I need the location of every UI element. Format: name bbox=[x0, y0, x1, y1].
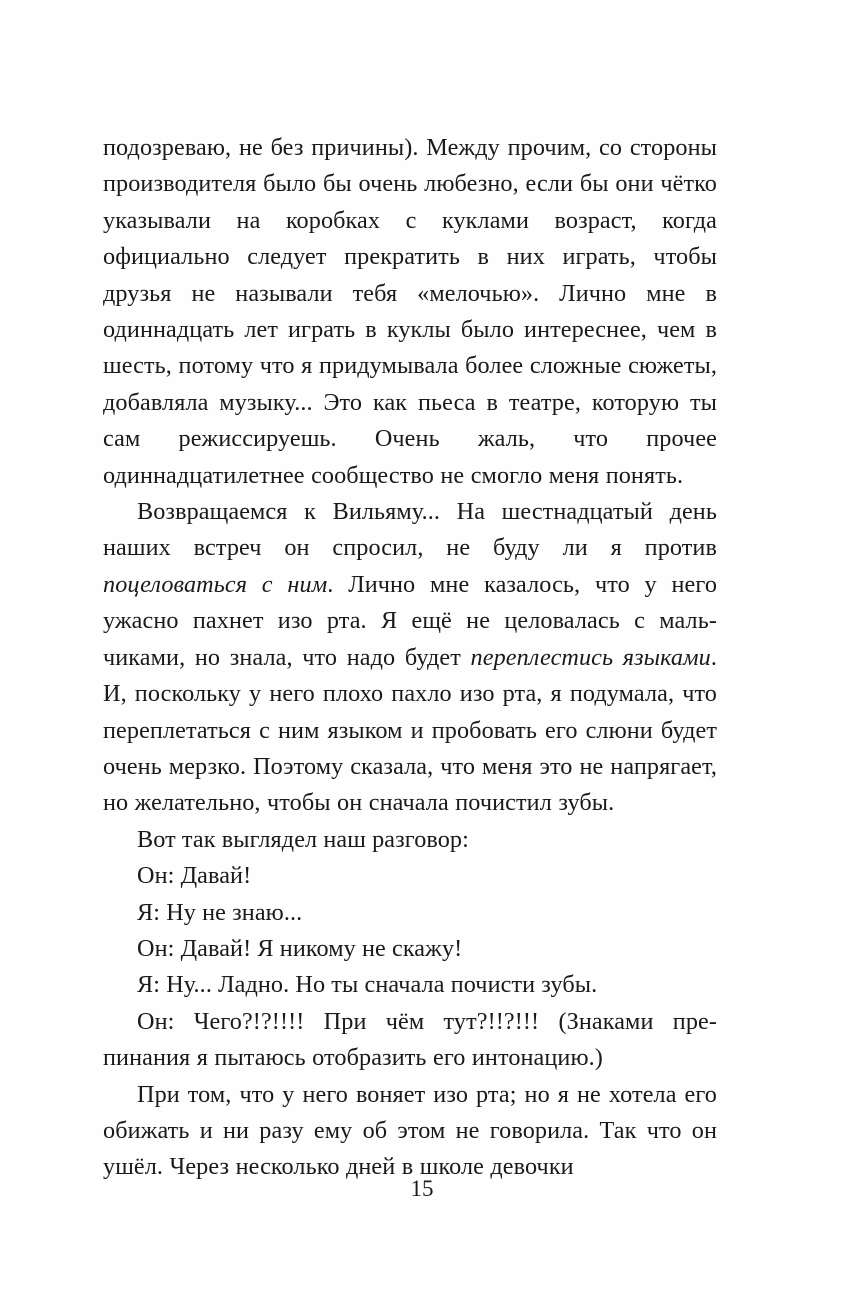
page-number: 15 bbox=[410, 1176, 434, 1201]
paragraph-text-part-2: . Лично мне казалось, что у него ужасно пахнет изо рта. Я ещё не целовалась с маль-чиками, но знала, что надо будет bbox=[103, 570, 718, 671]
dialog-line-3: Он: Давай! Я никому не скажу! bbox=[137, 934, 463, 962]
paragraph-william bbox=[103, 494, 717, 822]
paragraph-closing: При том, что у него воняет изо рта; но я не хотела его обижать и ни разу ему об этом не говорила. Так что он ушёл. Через несколько дней в школе девочки bbox=[103, 1080, 717, 1181]
page-text-body bbox=[103, 130, 717, 1186]
paragraph-text-part-1: Возвращаемся к Вильяму... На шестнадцатый день наших встреч он спросил, не буду ли я против bbox=[103, 498, 717, 562]
dialog-line-4: Я: Ну... Ладно. Но ты сначала почисти зубы. bbox=[137, 971, 598, 999]
dialog-line-5: Он: Чего?!?!!!! При чём тут?!!?!!! (Знаками пре-пинания я пытаюсь отобразить его интонацию.) bbox=[103, 1007, 717, 1072]
italic-phrase-tongues: переплестись языками bbox=[470, 643, 711, 671]
paragraph-text: подозреваю, не без причины). Между прочим, со стороны производителя было бы очень любезно, если бы они чётко указывали на коробках с куклами возраст, когда официально следует прекратить в них играть, чтобы друзья не называли тебя «мелочью». Лично мне в одиннадцать лет играть в куклы было интереснее, чем в шесть, потому что я придумывала более сложные сюжеты, добавляла музыку... Это как пьеса в театре, которую ты сам режиссируешь. Очень жаль, что прочее одиннадцатилетнее сообщество не смогло меня понять. bbox=[103, 134, 717, 489]
dialog-line-2: Я: Ну не знаю... bbox=[137, 898, 303, 926]
paragraph-continuation bbox=[103, 130, 717, 494]
italic-phrase-kiss: поцеловаться с ним bbox=[103, 570, 328, 598]
paragraph-text-part-3: . И, поскольку у него плохо пахло изо рта, я подумала, что переплетаться с ним языком и пробовать его слюни будет очень мерзко. Поэтому сказала, что меня это не напрягает, но желательно, чтобы он сначала почистил зубы. bbox=[103, 643, 717, 817]
dialog-intro: Вот так выглядел наш разговор: bbox=[137, 825, 469, 853]
dialog-line-1: Он: Давай! bbox=[137, 862, 252, 890]
